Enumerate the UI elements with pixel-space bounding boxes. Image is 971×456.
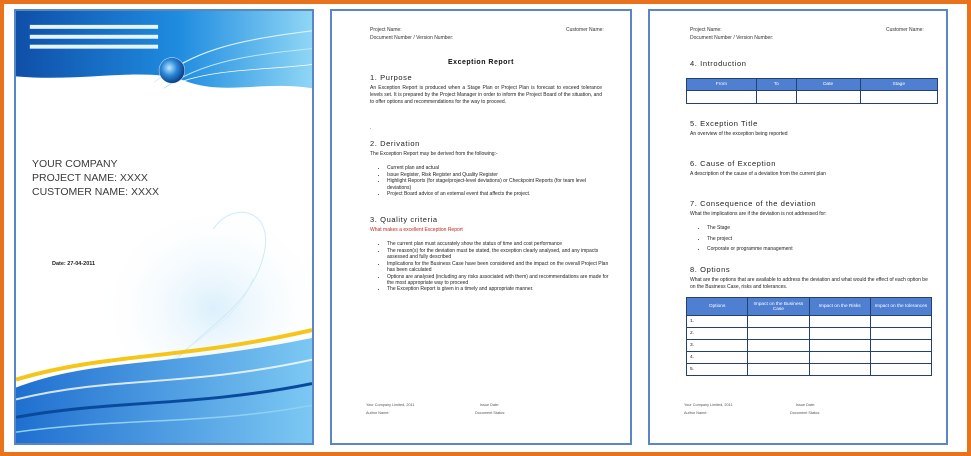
table-header: To: [756, 79, 796, 91]
section-heading: 8. Options: [690, 265, 731, 274]
table-cell[interactable]: [748, 328, 809, 340]
section-heading: 5. Exception Title: [690, 119, 758, 128]
table-header: Impact on the tolerances: [870, 298, 931, 316]
list-item: • Issue Register, Risk Register and Quality Register: [387, 172, 611, 178]
header-project-name: Project Name:: [370, 27, 402, 33]
header-doc-number: Document Number / Version Number:: [370, 35, 454, 41]
cover-project-name: PROJECT NAME: XXXX: [32, 172, 148, 184]
footer-company: Your Company Limited, 2011: [366, 403, 415, 407]
table-header: Stage: [860, 79, 937, 91]
table-cell[interactable]: [756, 91, 796, 104]
list-item: • Current plan and actual: [387, 165, 611, 171]
table-cell[interactable]: [809, 328, 870, 340]
footer-status: Document Status:: [475, 411, 506, 415]
table-cell[interactable]: [796, 91, 860, 104]
list-item: • The reason(s) for the deviation must be stated, the exception clearly analysed, and any impacts assessed and fully described: [387, 248, 611, 260]
options-table: [686, 297, 932, 376]
list-item: • The Exception Report is given in a timely and appropriate manner.: [387, 286, 611, 292]
purpose-dot: .: [370, 125, 372, 131]
section-heading: 1. Purpose: [370, 73, 413, 82]
table-cell[interactable]: [809, 340, 870, 352]
table-cell[interactable]: [809, 316, 870, 328]
footer-author: Author Name:: [684, 411, 708, 415]
derivation-list: [378, 165, 611, 198]
section-heading: 6. Cause of Exception: [690, 159, 776, 168]
table-cell: 4.: [687, 352, 748, 364]
header-project-name: Project Name:: [690, 27, 722, 33]
section-heading: 3. Quality criteria: [370, 215, 438, 224]
table-cell: 1.: [687, 316, 748, 328]
derivation-intro: The Exception Report may be derived from the following:-: [370, 151, 498, 157]
quality-list: [378, 241, 611, 293]
header-customer-name: Customer Name:: [886, 27, 924, 33]
quality-intro: What makes a excellent Exception Report: [370, 227, 463, 233]
list-item: • The Stage: [707, 223, 927, 233]
table-cell[interactable]: [748, 352, 809, 364]
cover-date: Date: 27-04-2011: [52, 261, 96, 267]
section-heading: 4. Introduction: [690, 59, 747, 68]
table-cell: 3.: [687, 340, 748, 352]
table-header: Impact on the Risks: [809, 298, 870, 316]
list-item: • Project Board advice of an external event that affects the project.: [387, 191, 611, 197]
list-item: • Implications for the Business Case have been considered and the impact on the overall Project Plan has been calculated: [387, 261, 611, 273]
cause-text: A description of the cause of a deviation from the current plan: [690, 171, 826, 177]
table-cell[interactable]: [809, 364, 870, 376]
list-item: • Options are analysed (including any risks associated with them) and recommendations are made for the most appropriate way to proceed: [387, 274, 611, 286]
table-header: Impact on the Business Case: [748, 298, 809, 316]
table-cell: 5.: [687, 364, 748, 376]
cover-customer-name: CUSTOMER NAME: XXXX: [32, 186, 159, 198]
section-heading: 2. Derivation: [370, 139, 420, 148]
consequence-list: [698, 223, 927, 255]
header-customer-name: Customer Name:: [566, 27, 604, 33]
list-item: • Highlight Reports (for stage/project-level deviations) or Checkpoint Reports (for team level deviations): [387, 178, 611, 190]
section-heading: 7. Consequence of the deviation: [690, 199, 817, 208]
footer-issue-date: Issue Date:: [796, 403, 816, 407]
cover-wave-art: [16, 11, 312, 443]
table-cell[interactable]: [870, 352, 931, 364]
table-cell[interactable]: [870, 364, 931, 376]
table-cell[interactable]: [870, 316, 931, 328]
cover-company: YOUR COMPANY: [32, 158, 118, 170]
footer-issue-date: Issue Date:: [480, 403, 500, 407]
exception-details-page: [648, 9, 948, 445]
header-doc-number: Document Number / Version Number:: [690, 35, 774, 41]
list-item: • Corporate or programme management: [707, 244, 927, 254]
list-item: • The current plan must accurately show the status of time and cost performance: [387, 241, 611, 247]
table-cell[interactable]: [870, 340, 931, 352]
purpose-text: An Exception Report is produced when a Stage Plan or Project Plan is forecast to exceed tolerance levels set. It is prepared by the Project Manager in order to inform the Project Board of the situation, and to offer options and recommendations for the way to proceed.: [370, 85, 602, 105]
list-item: • The project: [707, 234, 927, 244]
footer-company: Your Company Limited, 2011: [684, 403, 733, 407]
exception-report-page: [330, 9, 632, 445]
page-title: Exception Report: [448, 59, 514, 66]
table-header: From: [687, 79, 757, 91]
table-cell[interactable]: [860, 91, 937, 104]
table-cell[interactable]: [809, 352, 870, 364]
table-cell[interactable]: [687, 91, 757, 104]
introduction-table: [686, 78, 938, 104]
table-cell[interactable]: [870, 328, 931, 340]
consequence-text: What the implications are if the deviation is not addressed for:: [690, 211, 827, 217]
table-cell[interactable]: [748, 364, 809, 376]
exception-title-text: An overview of the exception being reported: [690, 131, 788, 137]
options-text: What are the options that are available to address the deviation and what would the effect of each option be on the Business Case, risks and tolerances.: [690, 277, 928, 290]
table-header: Options: [687, 298, 748, 316]
table-cell: 2.: [687, 328, 748, 340]
footer-author: Author Name:: [366, 411, 390, 415]
cover-page: [14, 9, 314, 445]
table-header: Date: [796, 79, 860, 91]
footer-status: Document Status:: [790, 411, 821, 415]
table-cell[interactable]: [748, 316, 809, 328]
table-cell[interactable]: [748, 340, 809, 352]
